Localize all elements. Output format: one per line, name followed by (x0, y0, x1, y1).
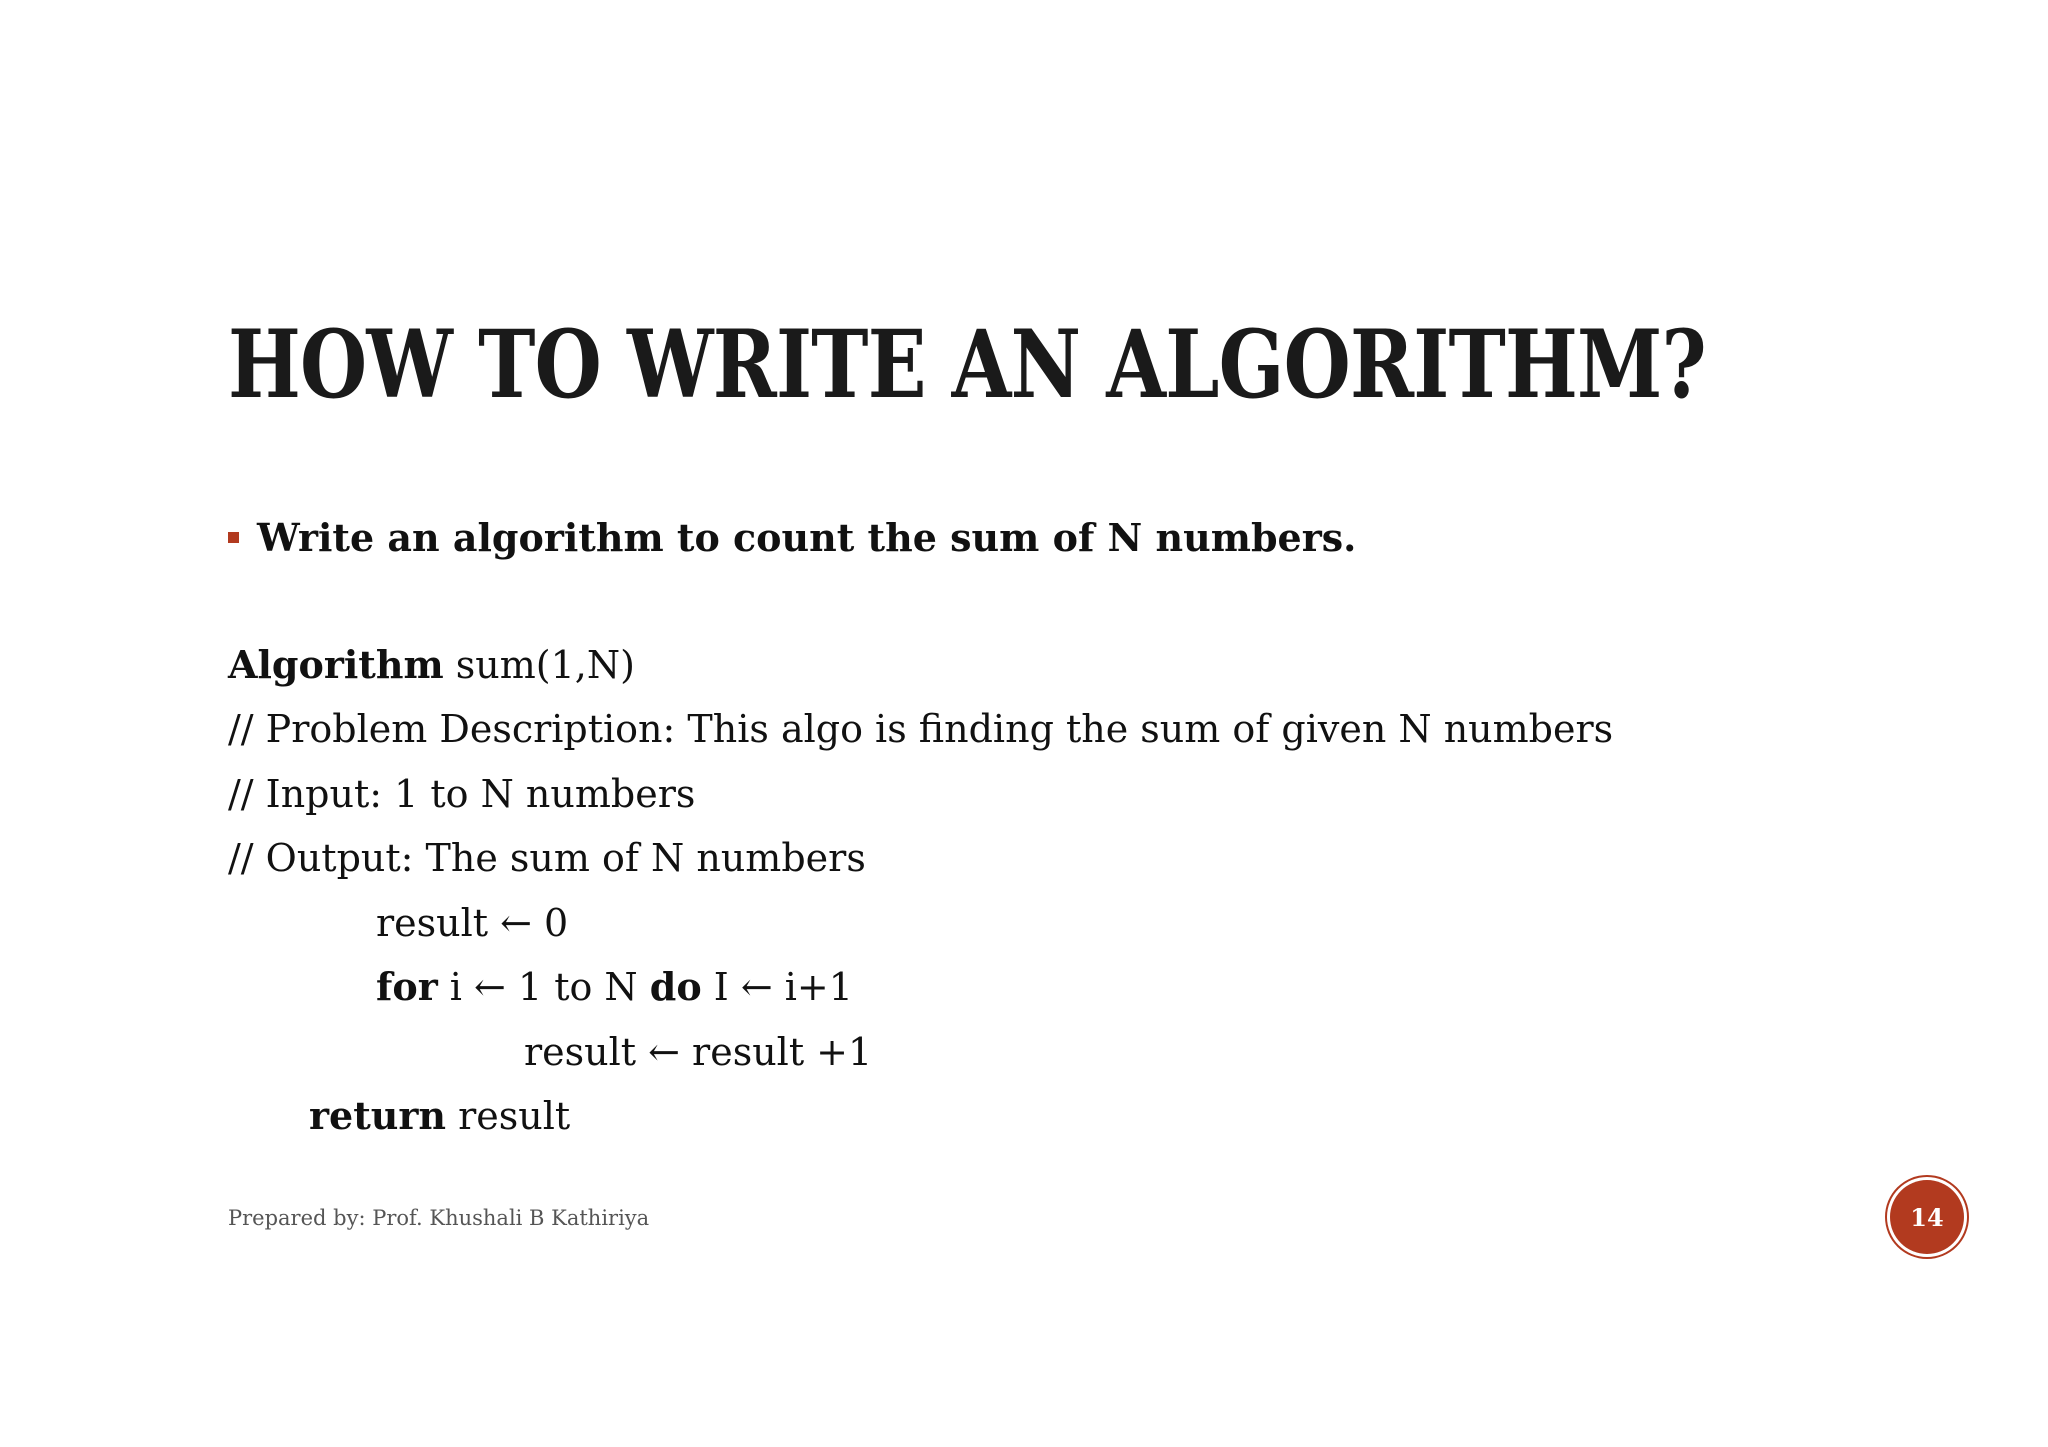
keyword-return: return (309, 1093, 447, 1138)
footer-credit: Prepared by: Prof. Khushali B Kathiriya (228, 1206, 650, 1230)
return-line (309, 1091, 570, 1141)
algorithm-header-line (228, 640, 635, 690)
slide-title: HOW TO WRITE AN ALGORITHM? (228, 310, 1706, 420)
for-loop-line (376, 962, 853, 1012)
comment-input: // Input: 1 to N numbers (228, 772, 696, 816)
keyword-for: for (376, 964, 438, 1009)
square-bullet-icon (228, 532, 239, 543)
for-loop-increment: I ← i+1 (701, 965, 853, 1009)
page-number-badge: 14 (1890, 1180, 1964, 1254)
algorithm-signature: sum(1,N) (443, 643, 635, 687)
result-update-line: result ← result +1 (524, 1030, 873, 1074)
for-loop-range: i ← 1 to N (437, 965, 650, 1009)
comment-output: // Output: The sum of N numbers (228, 836, 866, 880)
keyword-do: do (649, 964, 702, 1009)
return-value: result (446, 1094, 571, 1138)
result-init-line: result ← 0 (376, 901, 569, 945)
bullet-item (228, 515, 1356, 560)
bullet-text: Write an algorithm to count the sum of N numbers. (257, 515, 1357, 560)
comment-problem-description: // Problem Description: This algo is finding the sum of given N numbers (228, 707, 1614, 751)
keyword-algorithm: Algorithm (228, 642, 444, 687)
